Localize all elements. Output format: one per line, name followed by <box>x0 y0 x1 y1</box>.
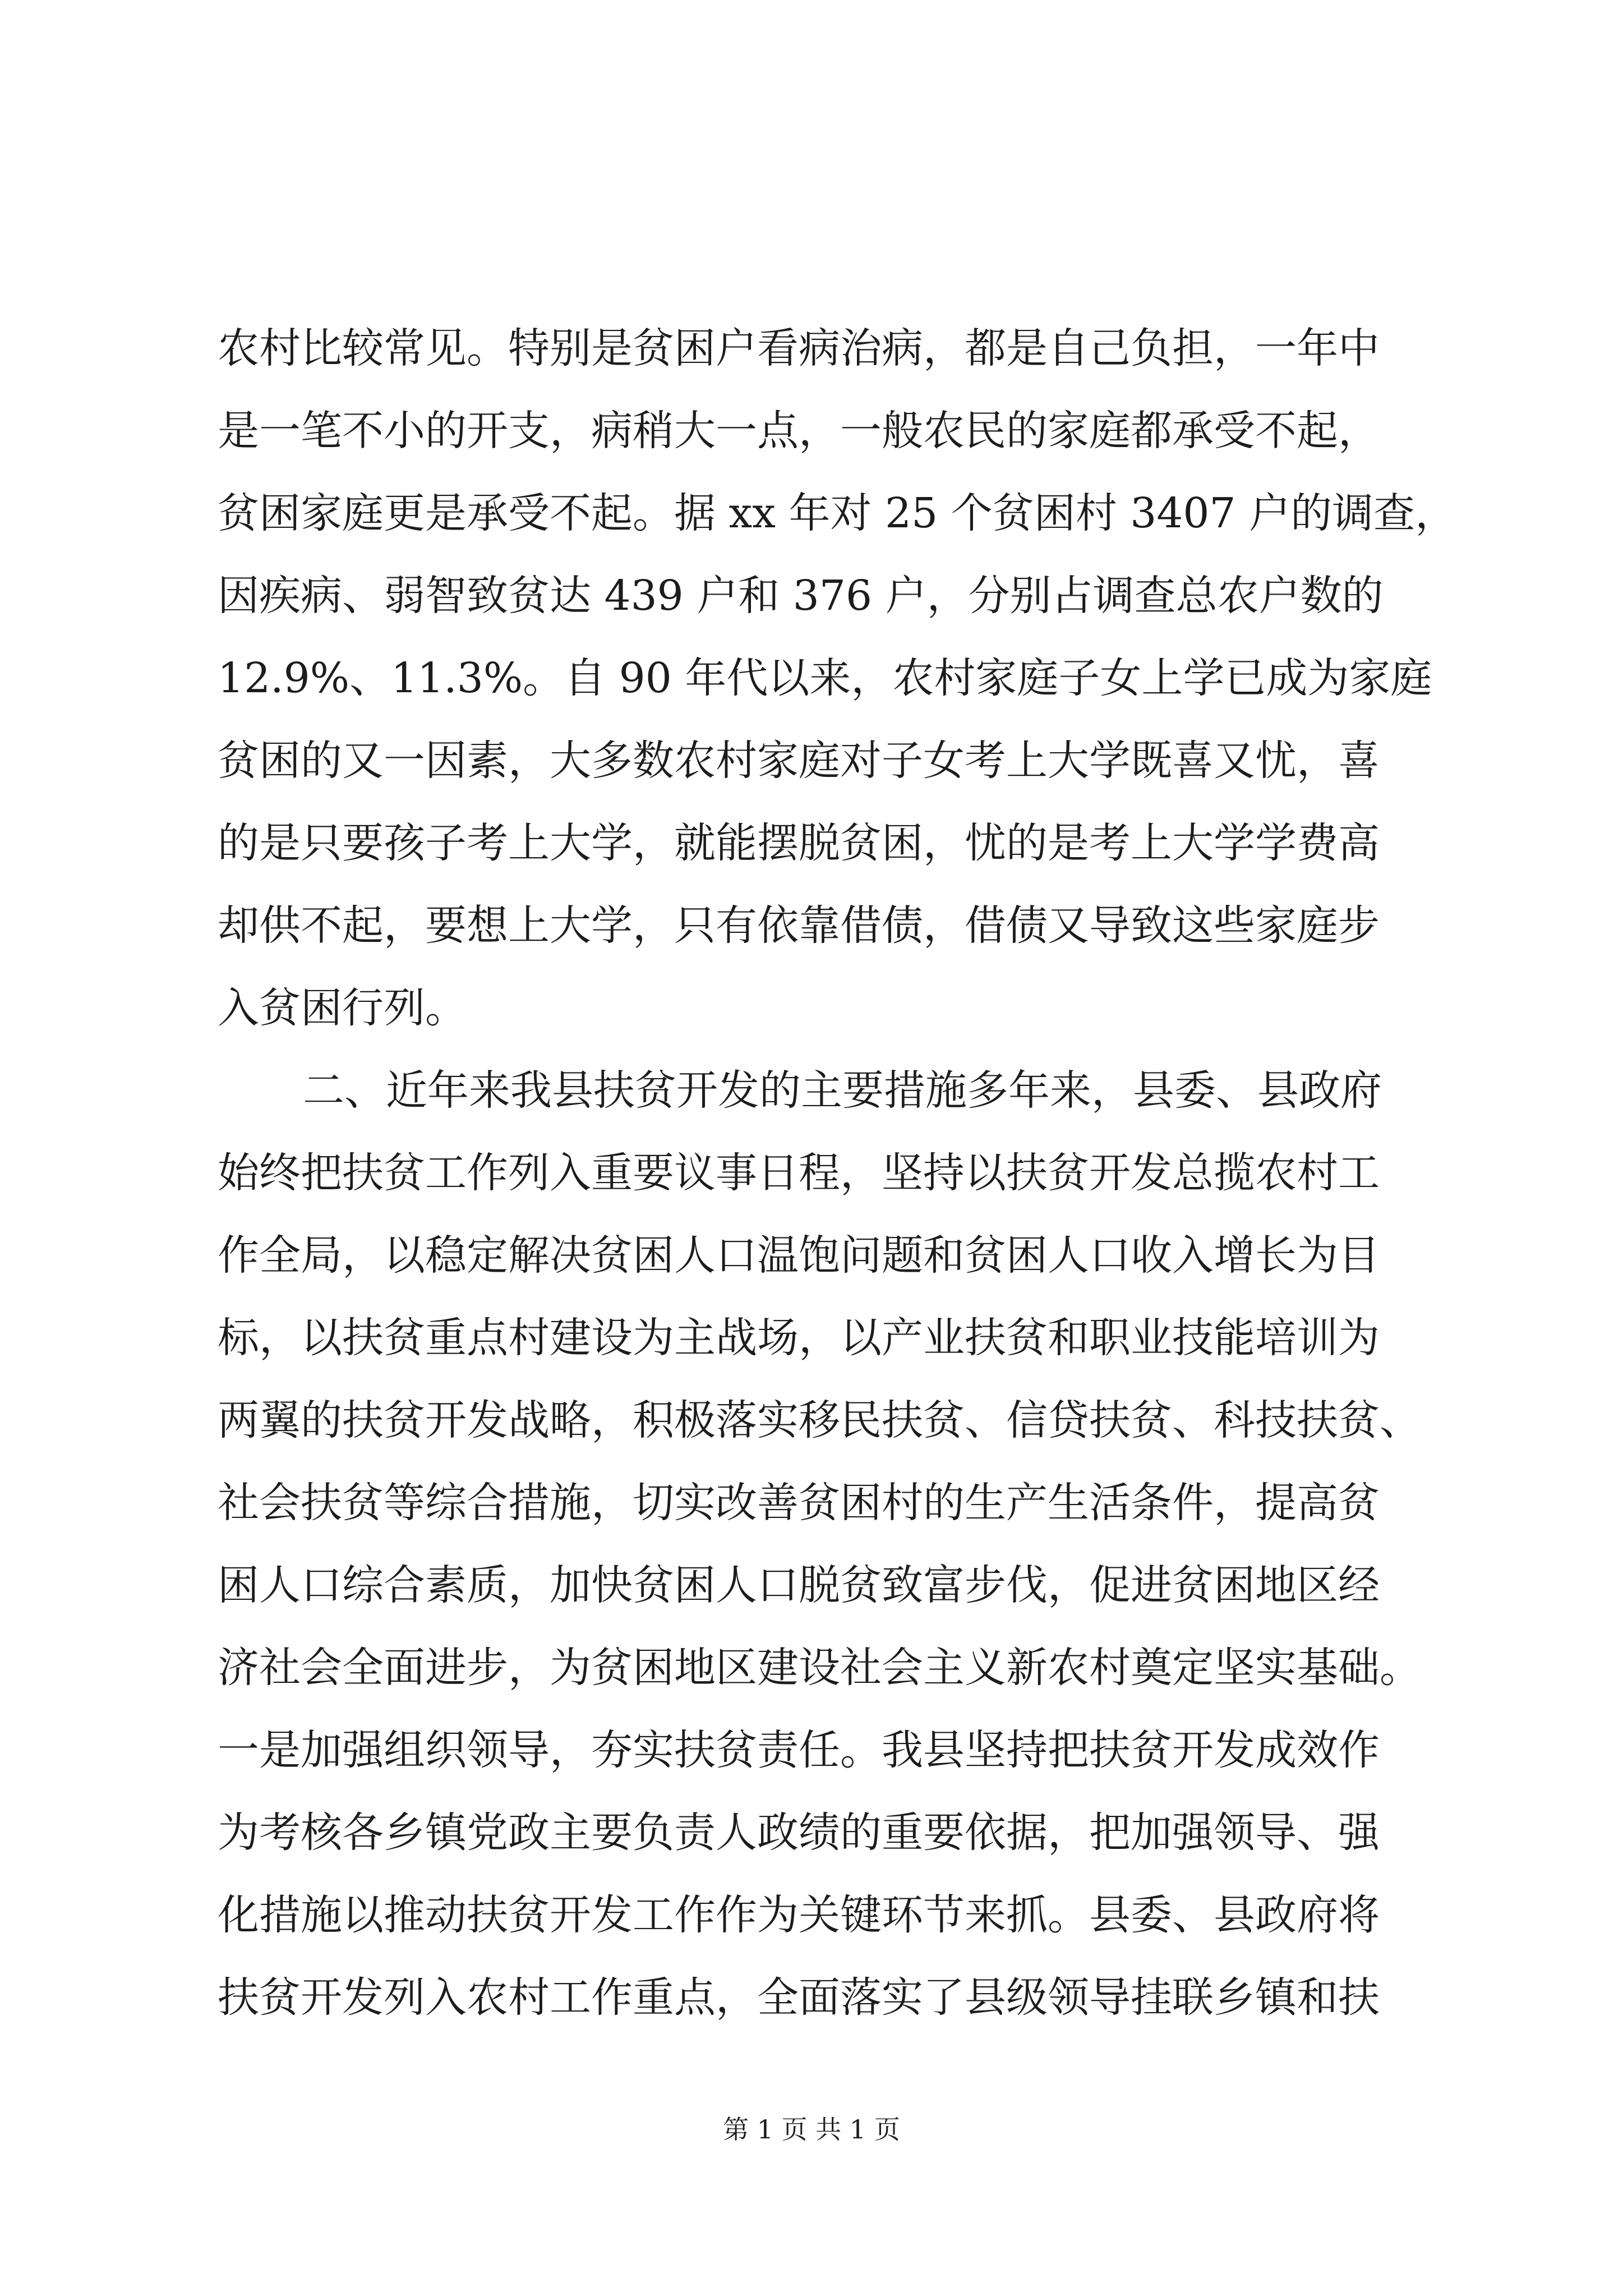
text-line: 济社会全面进步，为贫困地区建设社会主义新农村奠定坚实基础。 <box>218 1644 1421 1692</box>
text-line: 为考核各乡镇党政主要负责人政绩的重要依据，把加强领导、强 <box>218 1809 1380 1857</box>
text-line: 社会扶贫等综合措施，切实改善贫困村的生产生活条件，提高贫 <box>218 1479 1380 1527</box>
text-line: 贫困的又一因素，大多数农村家庭对子女考上大学既喜又忧，喜 <box>218 737 1380 785</box>
text-line: 贫困家庭更是承受不起。据 xx 年对 25 个贫困村 3407 户的调查， <box>218 489 1457 537</box>
paragraph-start-line: 二、近年来我县扶贫开发的主要措施多年来，县委、县政府 <box>303 1066 1382 1115</box>
text-line: 农村比较常见。特别是贫困户看病治病，都是自己负担，一年中 <box>218 324 1380 372</box>
page-footer: 第 1 页 共 1 页 <box>723 2114 900 2145</box>
text-line: 两翼的扶贫开发战略，积极落实移民扶贫、信贷扶贫、科技扶贫、 <box>218 1396 1421 1444</box>
text-line: 一是加强组织领导，夯实扶贫责任。我县坚持把扶贫开发成效作 <box>218 1726 1380 1774</box>
text-line: 的是只要孩子考上大学，就能摆脱贫困，忧的是考上大学学费高 <box>218 819 1380 867</box>
body-text <box>218 307 1457 2039</box>
text-line: 化措施以推动扶贫开发工作作为关键环节来抓。县委、县政府将 <box>218 1891 1380 1939</box>
text-line: 12.9%、11.3%。自 90 年代以来，农村家庭子女上学已成为家庭 <box>218 654 1432 702</box>
text-line: 是一笔不小的开支，病稍大一点，一般农民的家庭都承受不起， <box>218 407 1380 455</box>
text-line: 入贫困行列。 <box>218 984 467 1032</box>
text-line: 始终把扶贫工作列入重要议事日程，坚持以扶贫开发总揽农村工 <box>218 1149 1380 1197</box>
text-line: 作全局，以稳定解决贫困人口温饱问题和贫困人口收入增长为目 <box>218 1231 1380 1280</box>
text-line: 却供不起，要想上大学，只有依靠借债，借债又导致这些家庭步 <box>218 901 1380 950</box>
text-line: 因疾病、弱智致贫达 439 户和 376 户，分别占调查总农户数的 <box>218 572 1384 620</box>
text-line: 困人口综合素质，加快贫困人口脱贫致富步伐，促进贫困地区经 <box>218 1561 1380 1609</box>
text-line: 标，以扶贫重点村建设为主战场，以产业扶贫和职业技能培训为 <box>218 1314 1380 1362</box>
text-line: 扶贫开发列入农村工作重点，全面落实了县级领导挂联乡镇和扶 <box>218 1973 1380 2022</box>
